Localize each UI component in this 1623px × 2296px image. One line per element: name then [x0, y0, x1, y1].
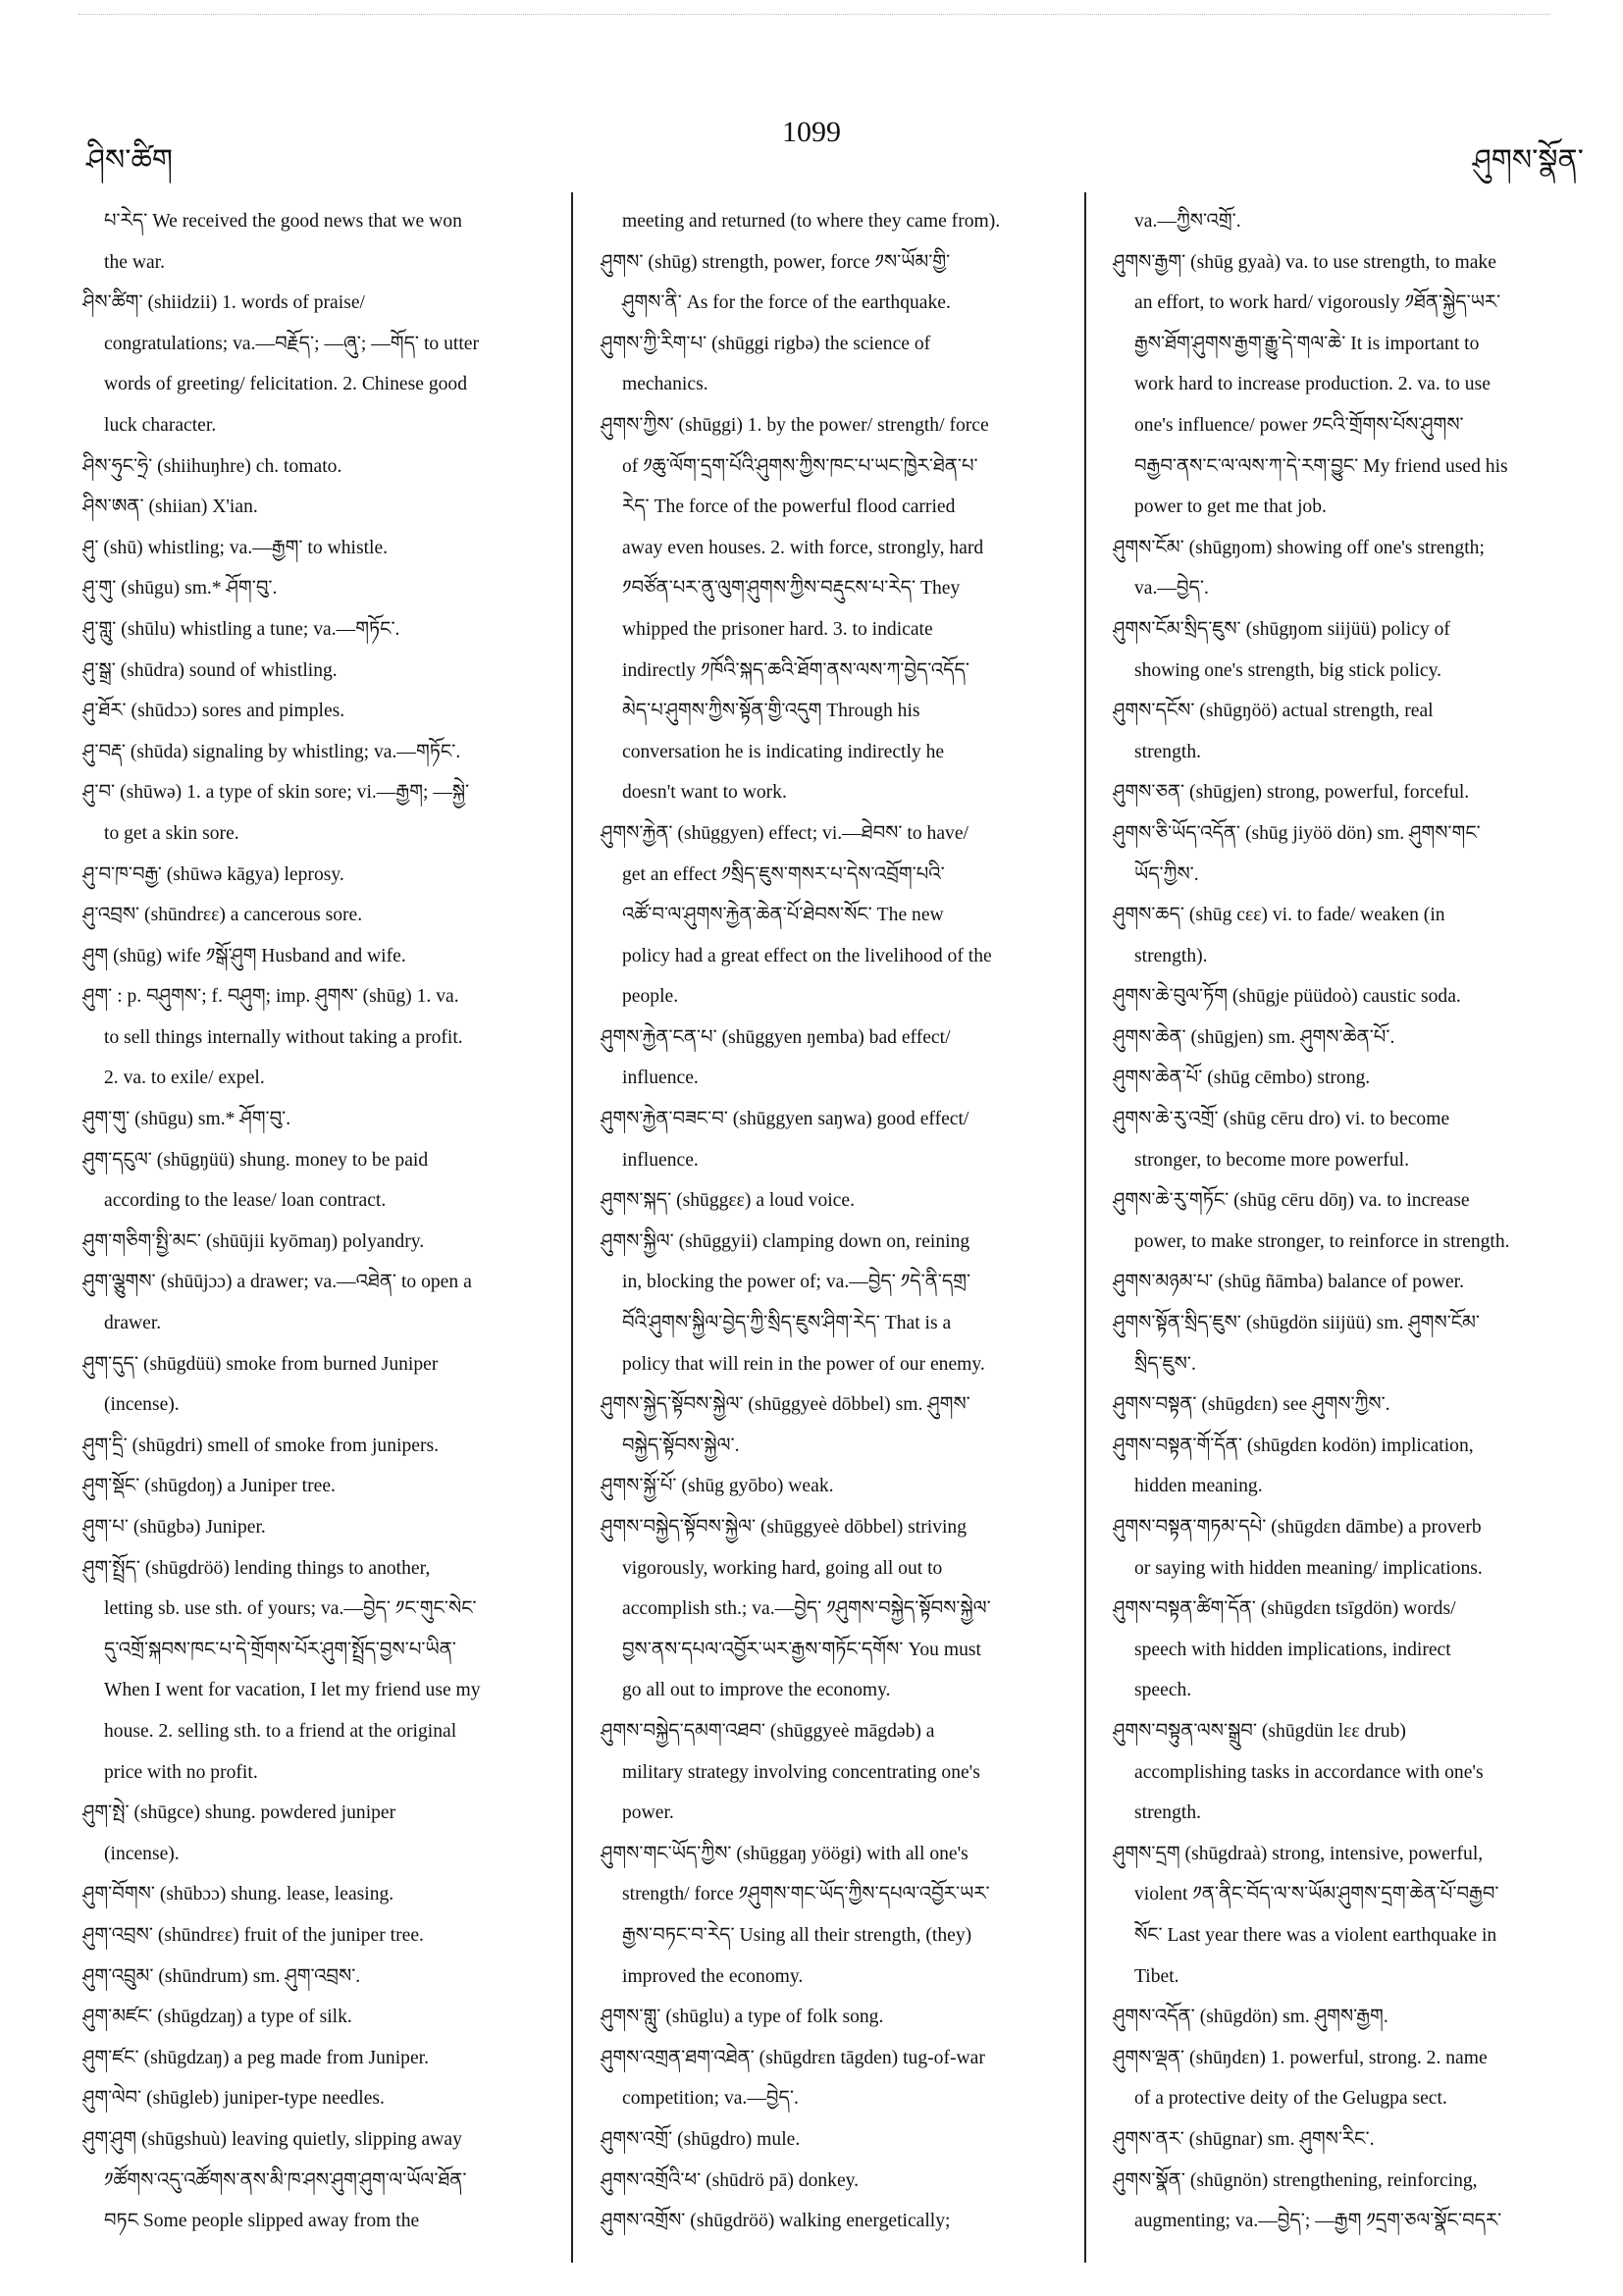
- entry-headword-line: ཤུག་སྤྲོད་ (shūgdröö) lending things to another,: [82, 1557, 431, 1579]
- entry-continuation-line: showing one's strength, big stick policy.: [1134, 659, 1442, 681]
- entry-continuation-line: བྱས་ནས་དཔལ་འབྱོར་ཡར་རྒྱས་གཏོང་དགོས་ You must: [622, 1639, 981, 1660]
- entry-continuation-line: accomplish sth.; va.—བྱེད་ ༡ཤུགས་བསྐྱེད་སྟོབས་སྐྱེལ་: [622, 1598, 991, 1620]
- entry-continuation-line: house. 2. selling sth. to a friend at the original: [104, 1720, 457, 1742]
- entry-continuation-line: an effort, to work hard/ vigorously ༡ཐོན་སྐྱེད་ཡར་: [1134, 292, 1501, 314]
- entry-headword-line: ཤུགས་འདོན་ (shūgdön) sm. ཤུགས་རྒྱག.: [1113, 2007, 1388, 2028]
- entry-headword-line: ཤུགས་ (shūg) strength, power, force ༡ས་ཡོམ་གྱི་: [601, 251, 951, 273]
- entry-continuation-line: congratulations; va.—བརྗོད་; —ཞུ་; —གོད་ to utter: [104, 333, 479, 354]
- entry-continuation-line: When I went for vacation, I let my friend use my: [104, 1680, 481, 1701]
- entry-headword-line: ཤུགས་ཆད་ (shūg cεε) vi. to fade/ weaken (in: [1113, 905, 1445, 926]
- entry-headword-line: ཤུགས་སྟོན་སྲིད་ཇུས་ (shūgdön siijüü) sm. ཤུགས་ངོམ་: [1113, 1313, 1480, 1334]
- entry-headword-line: ཤུགས་མཉམ་པ་ (shūg ñāmba) balance of power.: [1113, 1272, 1465, 1293]
- entry-continuation-line: strength).: [1134, 945, 1208, 966]
- top-edge-marks: [79, 14, 1550, 17]
- entry-continuation-line: ཤུགས་ནི་ As for the force of the earthquake.: [622, 292, 951, 314]
- entry-continuation-line: of a protective deity of the Gelugpa sect.: [1134, 2088, 1447, 2110]
- entry-continuation-line: འཚོ་བ་ལ་ཤུགས་རྐྱེན་ཆེན་པོ་ཐེབས་སོང་ The new: [622, 905, 944, 926]
- entry-continuation-line: go all out to improve the economy.: [622, 1680, 891, 1701]
- entry-continuation-line: away even houses. 2. with force, strongly, hard: [622, 537, 984, 558]
- entry-continuation-line: people.: [622, 986, 679, 1008]
- entry-continuation-line: དུ་འགྲོ་སྐབས་ཁང་པ་དེ་གྲོགས་པོར་ཤུག་སྤྲོད་བྱས་པ་ཡིན་: [104, 1639, 456, 1660]
- entry-headword-line: ཤུགས་ཅན་ (shūgjen) strong, powerful, forceful.: [1113, 782, 1470, 804]
- entry-continuation-line: ཡོད་ཀྱིས་.: [1134, 863, 1199, 885]
- entry-headword-line: ཤུག་གཅིག་སྤྱི་མང་ (shūūjii kyōmaŋ) polyandry.: [82, 1230, 425, 1252]
- entry-headword-line: ཤུགས་བསྟན་གོ་དོན་ (shūgdεn kodön) implication,: [1113, 1435, 1474, 1456]
- entry-headword-line: ཤུགས་ངོམ་སྲིད་ཇུས་ (shūgŋom siijüü) policy of: [1113, 618, 1450, 640]
- entry-continuation-line: vigorously, working hard, going all out to: [622, 1557, 943, 1579]
- entry-headword-line: ཤུགས་སྣོན་ (shūgnön) strengthening, reinforcing,: [1113, 2169, 1478, 2191]
- entry-headword-line: ཤུགས་བསྐྱེད་དམག་འཐབ་ (shūggyeè māgdəb) a: [601, 1720, 935, 1742]
- entry-headword-line: ཤུགས་ཆེ་བུལ་ཏོག (shūgje püüdoò) caustic soda.: [1113, 986, 1461, 1008]
- entry-continuation-line: influence.: [622, 1068, 699, 1089]
- entry-continuation-line: influence.: [622, 1149, 699, 1171]
- entry-continuation-line: va.—ཀྱིས་འགྲོ་.: [1134, 211, 1241, 232]
- entry-continuation-line: get an effect ༡སྲིད་ཇུས་གསར་པ་དེས་འབྲོག་པའི་: [622, 863, 945, 885]
- entry-continuation-line: Tibet.: [1134, 1965, 1179, 1987]
- entry-headword-line: ཤུགས་ངོམ་ (shūgŋom) showing off one's strength;: [1113, 537, 1485, 558]
- entry-headword-line: ཤུགས་བསྟན་ (shūgdεn) see ཤུགས་ཀྱིས་.: [1113, 1394, 1390, 1416]
- column-divider-1: [571, 192, 573, 2263]
- entry-continuation-line: va.—བྱེད་.: [1134, 578, 1209, 600]
- entry-headword-line: ཤུགས་སྐྱོ་པོ་ (shūg gyōbo) weak.: [601, 1476, 834, 1497]
- entry-headword-line: ཤུགས་ཆེ་རུ་གཏོང་ (shūg cēru dōŋ) va. to increase: [1113, 1190, 1470, 1212]
- entry-continuation-line: རྒྱས་བཏང་བ་རེད་ Using all their strength, (they): [622, 1924, 972, 1946]
- entry-headword-line: ཤུག་དངུལ་ (shūgŋüü) shung. money to be paid: [82, 1149, 429, 1171]
- entry-headword-line: ཤུགས་བསྟུན་ལས་སྒྲུབ་ (shūgdün lεε drub): [1113, 1720, 1406, 1742]
- entry-headword-line: ཤུག་ལེབ་ (shūgleb) juniper-type needles.: [82, 2088, 385, 2110]
- entry-headword-line: ཤུ་འབྲས་ (shūndrεε) a cancerous sore.: [82, 905, 363, 926]
- entry-continuation-line: conversation he is indicating indirectly he: [622, 741, 945, 762]
- entry-continuation-line: drawer.: [104, 1313, 162, 1334]
- entry-headword-line: ཤུགས་གང་ཡོད་ཀྱིས་ (shūggaŋ yöögi) with all one's: [601, 1843, 969, 1864]
- entry-headword-line: ཤུགས་རྒྱག་ (shūg gyaà) va. to use strength, to make: [1113, 251, 1496, 273]
- entry-continuation-line: meeting and returned (to where they came from).: [622, 211, 1001, 232]
- entry-continuation-line: ༡ཚོགས་འདུ་འཚོགས་ནས་མི་ཁ་ཤས་ཤུག་ཤུག་ལ་ཡོལ་ཐོན་: [104, 2169, 467, 2191]
- entry-continuation-line: policy that will rein in the power of our enemy.: [622, 1353, 985, 1375]
- entry-headword-line: ཤུ་བརྡ་ (shūda) signaling by whistling; va.—གཏོང་.: [82, 741, 461, 762]
- entry-headword-line: ཤུགས་བསྐྱེད་སྟོབས་སྐྱེལ་ (shūggyeè dōbbel) striving: [601, 1517, 968, 1538]
- entry-continuation-line: whipped the prisoner hard. 3. to indicate: [622, 618, 933, 640]
- entry-headword-line: ཤུགས་སྐད་ (shūggεε) a loud voice.: [601, 1190, 855, 1212]
- left-running-headword: ཤིས་ཚིག: [86, 143, 173, 178]
- entry-headword-line: ཤུགས་ཀྱིས་ (shūggi) 1. by the power/ strength/ force: [601, 414, 989, 436]
- entry-continuation-line: བསྐྱེད་སྟོབས་སྐྱེལ་.: [622, 1435, 740, 1456]
- entry-headword-line: ཤུག (shūg) wife ༡སྒོ་ཤུག Husband and wife.: [82, 945, 406, 966]
- entry-continuation-line: པ་རེད་ We received the good news that we won: [104, 211, 462, 232]
- entry-continuation-line: བརྒྱབ་ནས་ང་ལ་ལས་ཀ་དེ་རག་བྱུང་ My friend used his: [1134, 455, 1508, 477]
- entry-continuation-line: one's influence/ power ༡ངའི་གྲོགས་པོས་ཤུགས་: [1134, 414, 1464, 436]
- entry-continuation-line: indirectly ༡ཁོའི་སྐད་ཆའི་ཐོག་ནས་ལས་ཀ་བྱེད་འདོད་: [622, 659, 969, 681]
- entry-continuation-line: work hard to increase production. 2. va. to use: [1134, 374, 1491, 395]
- dictionary-column-2: [601, 201, 1072, 2262]
- entry-headword-line: ཤུག་བོགས་ (shūbɔɔ) shung. lease, leasing.: [82, 1884, 394, 1905]
- entry-headword-line: ཤུག་སྡོང་ (shūgdoŋ) a Juniper tree.: [82, 1476, 336, 1497]
- entry-headword-line: ཤུ་གུ་ (shūgu) sm.* ཤོག་བུ་.: [82, 578, 278, 600]
- entry-continuation-line: accomplishing tasks in accordance with one's: [1134, 1761, 1484, 1783]
- entry-headword-line: ཤུགས་ཆེན་པོ་ (shūg cēmbo) strong.: [1113, 1068, 1371, 1089]
- entry-continuation-line: བོའི་ཤུགས་སྐྱིལ་བྱེད་ཀྱི་སྲིད་ཇུས་ཤིག་རེད་ That is a: [622, 1313, 952, 1334]
- column-divider-2: [1084, 192, 1086, 2263]
- entry-continuation-line: power.: [622, 1802, 674, 1824]
- entry-continuation-line: violent ༡ན་ནིང་བོད་ལ་ས་ཡོམ་ཤུགས་དྲག་ཆེན་པོ་བརྒྱབ་: [1134, 1884, 1499, 1905]
- page-header: [0, 110, 1623, 178]
- entry-continuation-line: power to get me that job.: [1134, 496, 1327, 518]
- entry-headword-line: ཤུགས་རྐྱེན་ངན་པ་ (shūggyen ŋemba) bad effect/: [601, 1026, 951, 1048]
- entry-continuation-line: mechanics.: [622, 374, 708, 395]
- entry-continuation-line: 2. va. to exile/ expel.: [104, 1068, 265, 1089]
- entry-headword-line: ཤུགས་བསྟན་ཚིག་དོན་ (shūgdεn tsīgdön) words/: [1113, 1598, 1456, 1620]
- entry-continuation-line: in, blocking the power of; va.—བྱེད་ ༡དེ་ནི་དགྲ་: [622, 1272, 971, 1293]
- entry-continuation-line: to sell things internally without taking a profit.: [104, 1026, 463, 1048]
- entry-headword-line: ཤུགས་འགྲོའི་ཕ་ (shūdrö pā) donkey.: [601, 2169, 860, 2191]
- entry-headword-line: ཤུགས་འགྲན་ཐག་འཐེན་ (shūgdrεn tāgden) tug-of-war: [601, 2047, 985, 2068]
- entry-continuation-line: ༡བཙོན་པར་ནུ་ལུག་ཤུགས་ཀྱིས་བརྡུངས་པ་རེད་ They: [622, 578, 961, 600]
- entry-headword-line: ཤུ་ (shū) whistling; va.—རྒྱག་ to whistle.: [82, 537, 389, 558]
- entry-headword-line: ཤུགས་ནར་ (shūgnar) sm. ཤུགས་རིང་.: [1113, 2128, 1375, 2150]
- entry-headword-line: ཤུགས་དྲག (shūgdraà) strong, intensive, powerful,: [1113, 1843, 1484, 1864]
- entry-continuation-line: (incense).: [104, 1394, 180, 1416]
- entry-headword-line: ཤུག་འབྲུམ་ (shūndrum) sm. ཤུག་འབྲས་.: [82, 1965, 361, 1987]
- entry-headword-line: ཤུགས་བསྟན་གཏམ་དཔེ་ (shūgdεn dāmbe) a proverb: [1113, 1517, 1482, 1538]
- entry-continuation-line: strength.: [1134, 1802, 1202, 1824]
- entry-headword-line: ཤིས་ཧུང་ཧྲེ་ (shiihuŋhre) ch. tomato.: [82, 455, 342, 477]
- entry-continuation-line: according to the lease/ loan contract.: [104, 1190, 387, 1212]
- entry-continuation-line: competition; va.—བྱེད་.: [622, 2088, 799, 2110]
- entry-continuation-line: stronger, to become more powerful.: [1134, 1149, 1409, 1171]
- entry-continuation-line: of ༡ཆུ་ལོག་དྲག་པོའི་ཤུགས་ཀྱིས་ཁང་པ་ཡང་ཁྱེར་ཐེན་པ་: [622, 455, 978, 477]
- entry-continuation-line: བཏང Some people slipped away from the: [104, 2211, 420, 2232]
- entry-continuation-line: power, to make stronger, to reinforce in strength.: [1134, 1230, 1510, 1252]
- entry-continuation-line: luck character.: [104, 414, 217, 436]
- entry-headword-line: ཤིས་ཚིག་ (shiidzii) 1. words of praise/: [82, 292, 365, 314]
- entry-continuation-line: words of greeting/ felicitation. 2. Chinese good: [104, 374, 468, 395]
- entry-headword-line: ཤུགས་ཆེན་ (shūgjen) sm. ཤུགས་ཆེན་པོ་.: [1113, 1026, 1395, 1048]
- entry-headword-line: ཤུག་འབྲས་ (shūndrεε) fruit of the juniper tree.: [82, 1924, 424, 1946]
- entry-headword-line: ཤུགས་འགྲོ་ (shūgdro) mule.: [601, 2128, 801, 2150]
- entry-continuation-line: སོང་ Last year there was a violent earthquake in: [1134, 1924, 1497, 1946]
- entry-continuation-line: speech.: [1134, 1680, 1192, 1701]
- dictionary-column-3: [1113, 201, 1605, 2262]
- entry-continuation-line: རྒྱས་ཐོག་ཤུགས་རྒྱག་རྒྱུ་དེ་གལ་ཆེ་ It is important to: [1134, 333, 1480, 354]
- entry-headword-line: ཤུག་ལྕུགས་ (shūūjɔɔ) a drawer; va.—འཐེན་ to open a: [82, 1272, 472, 1293]
- entry-headword-line: ཤུག་གུ་ (shūgu) sm.* ཤོག་བུ་.: [82, 1109, 291, 1130]
- entry-continuation-line: improved the economy.: [622, 1965, 804, 1987]
- entry-continuation-line: doesn't want to work.: [622, 782, 787, 804]
- dictionary-column-1: [82, 201, 561, 2262]
- entry-headword-line: ཤུག་དྲི་ (shūgdri) smell of smoke from junipers.: [82, 1435, 440, 1456]
- entry-continuation-line: to get a skin sore.: [104, 822, 239, 844]
- entry-continuation-line: hidden meaning.: [1134, 1476, 1263, 1497]
- entry-continuation-line: strength/ force ༡ཤུགས་གང་ཡོད་ཀྱིས་དཔལ་འབྱོར་ཡར་: [622, 1884, 990, 1905]
- entry-headword-line: ཤུགས་རྐྱེན་བཟང་བ་ (shūggyen saŋwa) good effect/: [601, 1109, 969, 1130]
- entry-headword-line: ཤུ་ཐོར་ (shūdɔɔ) sores and pimples.: [82, 701, 345, 722]
- entry-headword-line: ཤུ་སྒྲ་ (shūdra) sound of whistling.: [82, 659, 338, 681]
- entry-continuation-line: རེད་ The force of the powerful flood carried: [622, 496, 956, 518]
- entry-headword-line: ཤིས་ཨན་ (shiian) X'ian.: [82, 496, 258, 518]
- entry-continuation-line: སྲིད་ཇུས་.: [1134, 1353, 1196, 1375]
- entry-continuation-line: the war.: [104, 251, 166, 273]
- entry-headword-line: ཤུག་ཛང་ (shūgdzaŋ) a peg made from Juniper.: [82, 2047, 430, 2068]
- entry-continuation-line: policy had a great effect on the livelihood of the: [622, 945, 992, 966]
- entry-headword-line: ཤུག་པ་ (shūgbə) Juniper.: [82, 1517, 266, 1538]
- entry-headword-line: ཤུ་བ་ (shūwə) 1. a type of skin sore; vi.—རྒྱག; —སྐྱེ་: [82, 782, 470, 804]
- entry-continuation-line: strength.: [1134, 741, 1202, 762]
- entry-continuation-line: or saying with hidden meaning/ implications.: [1134, 1557, 1483, 1579]
- page-number: 1099: [782, 116, 841, 148]
- entry-continuation-line: letting sb. use sth. of yours; va.—བྱེད་ ༡ང་གུང་སེང་: [104, 1598, 477, 1620]
- entry-headword-line: ཤུགས་འགྲོས་ (shūgdröö) walking energetically;: [601, 2211, 951, 2232]
- entry-continuation-line: speech with hidden implications, indirect: [1134, 1639, 1451, 1660]
- entry-headword-line: ཤུགས་རྐྱེན་ (shūggyen) effect; vi.—ཐེབས་ to have/: [601, 822, 969, 844]
- entry-headword-line: ཤུ་བ་ཁ་བརྒྱ་ (shūwə kāgya) leprosy.: [82, 863, 344, 885]
- entry-continuation-line: price with no profit.: [104, 1761, 258, 1783]
- entry-headword-line: ཤུགས་གླུ་ (shūglu) a type of folk song.: [601, 2007, 884, 2028]
- entry-continuation-line: (incense).: [104, 1843, 180, 1864]
- entry-headword-line: ཤུགས་ཅི་ཡོད་འདོན་ (shūg jiyöö dön) sm. ཤུགས་གང་: [1113, 822, 1481, 844]
- entry-continuation-line: augmenting; va.—བྱེད་; —རྒྱག ༡དྲག་ཅལ་སྣོང་བདར་: [1134, 2211, 1502, 2232]
- entry-headword-line: ཤུགས་ལྡན་ (shūŋdεn) 1. powerful, strong. 2. name: [1113, 2047, 1488, 2068]
- entry-headword-line: ཤུག་སྤེ་ (shūgce) shung. powdered juniper: [82, 1802, 396, 1824]
- entry-headword-line: ཤུགས་ཆེ་རུ་འགྲོ་ (shūg cēru dro) vi. to become: [1113, 1109, 1450, 1130]
- entry-continuation-line: མེད་པ་ཤུགས་ཀྱིས་སྟོན་གྱི་འདུག Through his: [622, 701, 920, 722]
- right-running-headword: ཤུགས་སྣོན་: [1472, 143, 1584, 178]
- entry-continuation-line: military strategy involving concentrating one's: [622, 1761, 980, 1783]
- entry-headword-line: ཤུ་གླུ་ (shūlu) whistling a tune; va.—གཏོང་.: [82, 618, 400, 640]
- entry-headword-line: ཤུག་ : p. བཤུགས་; f. བཤུག; imp. ཤུགས་ (shūg) 1. va.: [82, 986, 459, 1008]
- entry-headword-line: ཤུགས་སྐྱིལ་ (shūggyii) clamping down on, reining: [601, 1230, 970, 1252]
- entry-headword-line: ཤུགས་དངོས་ (shūgŋöö) actual strength, real: [1113, 701, 1434, 722]
- entry-headword-line: ཤུག་མཛང་ (shūgdzaŋ) a type of silk.: [82, 2007, 352, 2028]
- entry-headword-line: ཤུག་དུད་ (shūgdüü) smoke from burned Juniper: [82, 1353, 439, 1375]
- entry-headword-line: ཤུགས་ཀྱི་རིག་པ་ (shūggi rigbə) the science of: [601, 333, 931, 354]
- entry-headword-line: ཤུགས་སྐྱེད་སྟོབས་སྐྱེལ་ (shūggyeè dōbbel) sm. ཤུགས་: [601, 1394, 970, 1416]
- entry-headword-line: ཤུག་ཤུག (shūgshuù) leaving quietly, slipping away: [82, 2128, 462, 2150]
